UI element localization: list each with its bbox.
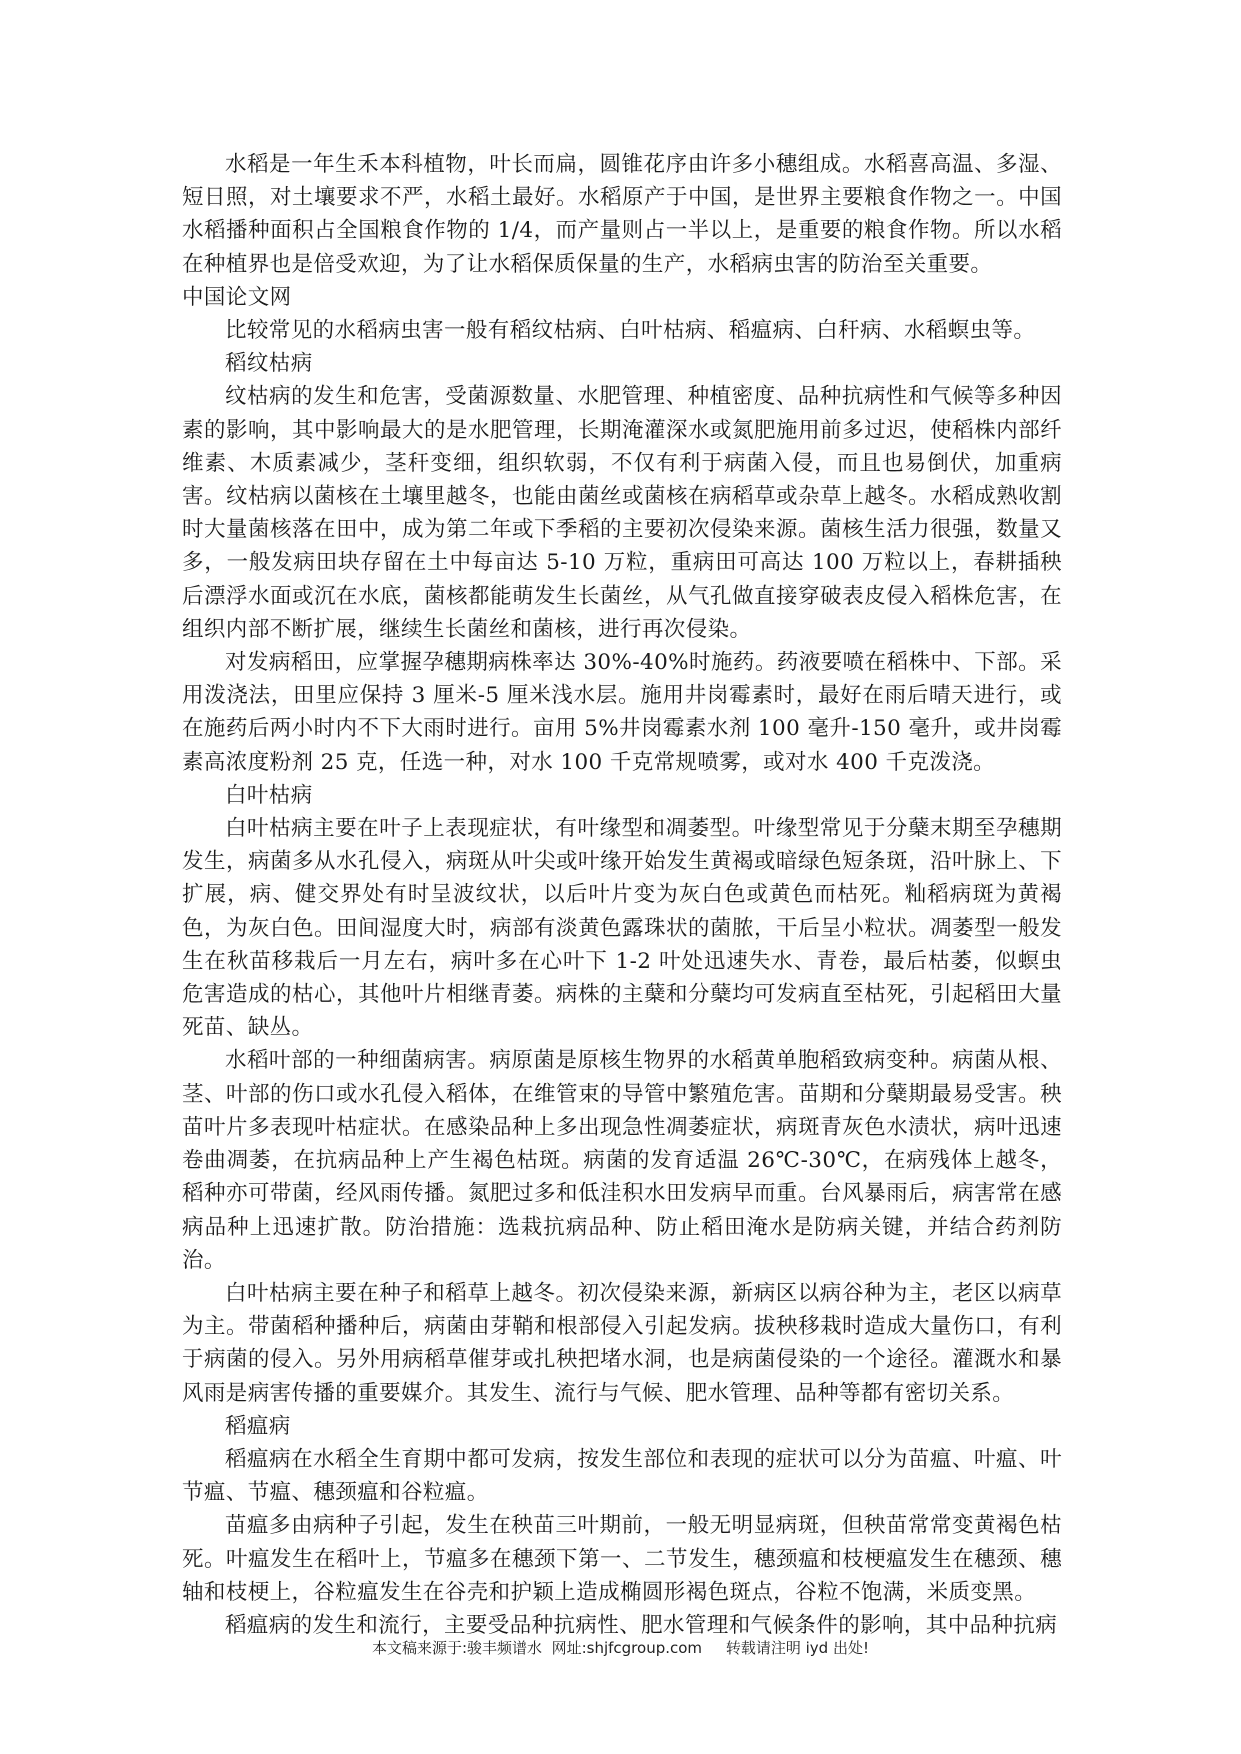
paragraph: 水稻是一年生禾本科植物，叶长而扁，圆锥花序由许多小穗组成。水稻喜高温、多湿、短日照，对土壤要求不严，水稻土最好。水稻原产于中国，是世界主要粮食作物之一。中国水稻播种面积占全国粮食作物的 1/4，而产量则占一半以上，是重要的粮食作物。所以水稻在种植界也是倍受欢迎，为了让水稻保质保量的生产，水稻病虫害的防治至关重要。 [182,152,1062,277]
paragraph: 苗瘟多由病种子引起，发生在秧苗三叶期前，一般无明显病斑，但秧苗常常变黄褐色枯死。叶瘟发生在稻叶上，节瘟多在穗颈下第一、二节发生，穗颈瘟和枝梗瘟发生在穗颈、穗轴和枝梗上，谷粒瘟发生在谷壳和护颖上造成椭圆形褐色斑点，谷粒不饱满，米质变黑。 [182,1513,1062,1605]
source-label: 中国论文网 [182,284,292,310]
paragraph: 水稻叶部的一种细菌病害。病原菌是原核生物界的水稻黄单胞稻致病变种。病菌从根、茎、叶部的伤口或水孔侵入稻体，在维管束的导管中繁殖危害。苗期和分蘖期最易受害。秧苗叶片多表现叶枯症状。在感染品种上多出现急性凋萎症状，病斑青灰色水渍状，病叶迅速卷曲凋萎，在抗病品种上产生褐色枯斑。病菌的发育适温 26℃-30℃，在病残体上越冬，稻种亦可带菌，经风雨传播。氮肥过多和低洼积水田发病早而重。台风暴雨后，病害常在感病品种上迅速扩散。防治措施：选栽抗病品种、防止稻田淹水是防病关键，并结合药剂防治。 [182,1048,1062,1273]
paragraph: 纹枯病的发生和危害，受菌源数量、水肥管理、种植密度、品种抗病性和气候等多种因素的影响，其中影响最大的是水肥管理，长期淹灌深水或氮肥施用前多过迟，使稻株内部纤维素、木质素减少，茎秆变细，组织软弱，不仅有利于病菌入侵，而且也易倒伏，加重病害。纹枯病以菌核在土壤里越冬，也能由菌丝或菌核在病稻草或杂草上越冬。水稻成熟收割时大量菌核落在田中，成为第二年或下季稻的主要初次侵染来源。菌核生活力很强，数量又多，一般发病田块存留在土中每亩达 5-10 万粒，重病田可高达 100 万粒以上，春耕插秧后漂浮水面或沉在水底，菌核都能萌发生长菌丝，从气孔做直接穿破表皮侵入稻株危害，在组织内部不断扩展，继续生长菌丝和菌核，进行再次侵染。 [182,384,1062,642]
document-body [182,148,1062,1642]
paragraph: 对发病稻田，应掌握孕穗期病株率达 30%-40%时施药。药液要喷在稻株中、下部。采用泼浇法，田里应保持 3 厘米-5 厘米浅水层。施用井岗霉素时，最好在雨后晴天进行，或在施药后两小时内不下大雨时进行。亩用 5%井岗霉素水剂 100 毫升-150 毫升，或井岗霉素高浓度粉剂 25 克，任选一种，对水 100 千克常规喷雾，或对水 400 千克泼浇。 [182,650,1062,775]
section-heading: 稻瘟病 [225,1413,291,1439]
paragraph: 比较常见的水稻病虫害一般有稻纹枯病、白叶枯病、稻瘟病、白秆病、水稻螟虫等。 [225,318,1036,344]
page-footer: 本文稿来源于:骏丰频谱水 网址:shjfcgroup.com 转载请注明 iyd 出处! [372,1639,869,1657]
paragraph: 稻瘟病的发生和流行，主要受品种抗病性、肥水管理和气候条件的影响，其中品种抗病 [225,1612,1058,1638]
paragraph: 稻瘟病在水稻全生育期中都可发病，按发生部位和表现的症状可以分为苗瘟、叶瘟、叶节瘟、节瘟、穗颈瘟和谷粒瘟。 [182,1446,1062,1506]
section-heading: 白叶枯病 [225,782,313,808]
section-heading: 稻纹枯病 [225,351,313,377]
paragraph: 白叶枯病主要在叶子上表现症状，有叶缘型和凋萎型。叶缘型常见于分蘖末期至孕穗期发生，病菌多从水孔侵入，病斑从叶尖或叶缘开始发生黄褐或暗绿色短条斑，沿叶脉上、下扩展，病、健交界处有时呈波纹状，以后叶片变为灰白色或黄色而枯死。籼稻病斑为黄褐色，为灰白色。田间湿度大时，病部有淡黄色露珠状的菌脓，干后呈小粒状。凋萎型一般发生在秋苗移栽后一月左右，病叶多在心叶下 1-2 叶处迅速失水、青卷，最后枯萎，似螟虫危害造成的枯心，其他叶片相继青萎。病株的主蘖和分蘖均可发病直至枯死，引起稻田大量死苗、缺丛。 [182,816,1062,1041]
paragraph: 白叶枯病主要在种子和稻草上越冬。初次侵染来源，新病区以病谷种为主，老区以病草为主。带菌稻种播种后，病菌由芽鞘和根部侵入引起发病。拔秧移栽时造成大量伤口，有利于病菌的侵入。另外用病稻草催芽或扎秧把堵水洞，也是病菌侵染的一个途径。灌溉水和暴风雨是病害传播的重要媒介。其发生、流行与气候、肥水管理、品种等都有密切关系。 [182,1280,1062,1406]
